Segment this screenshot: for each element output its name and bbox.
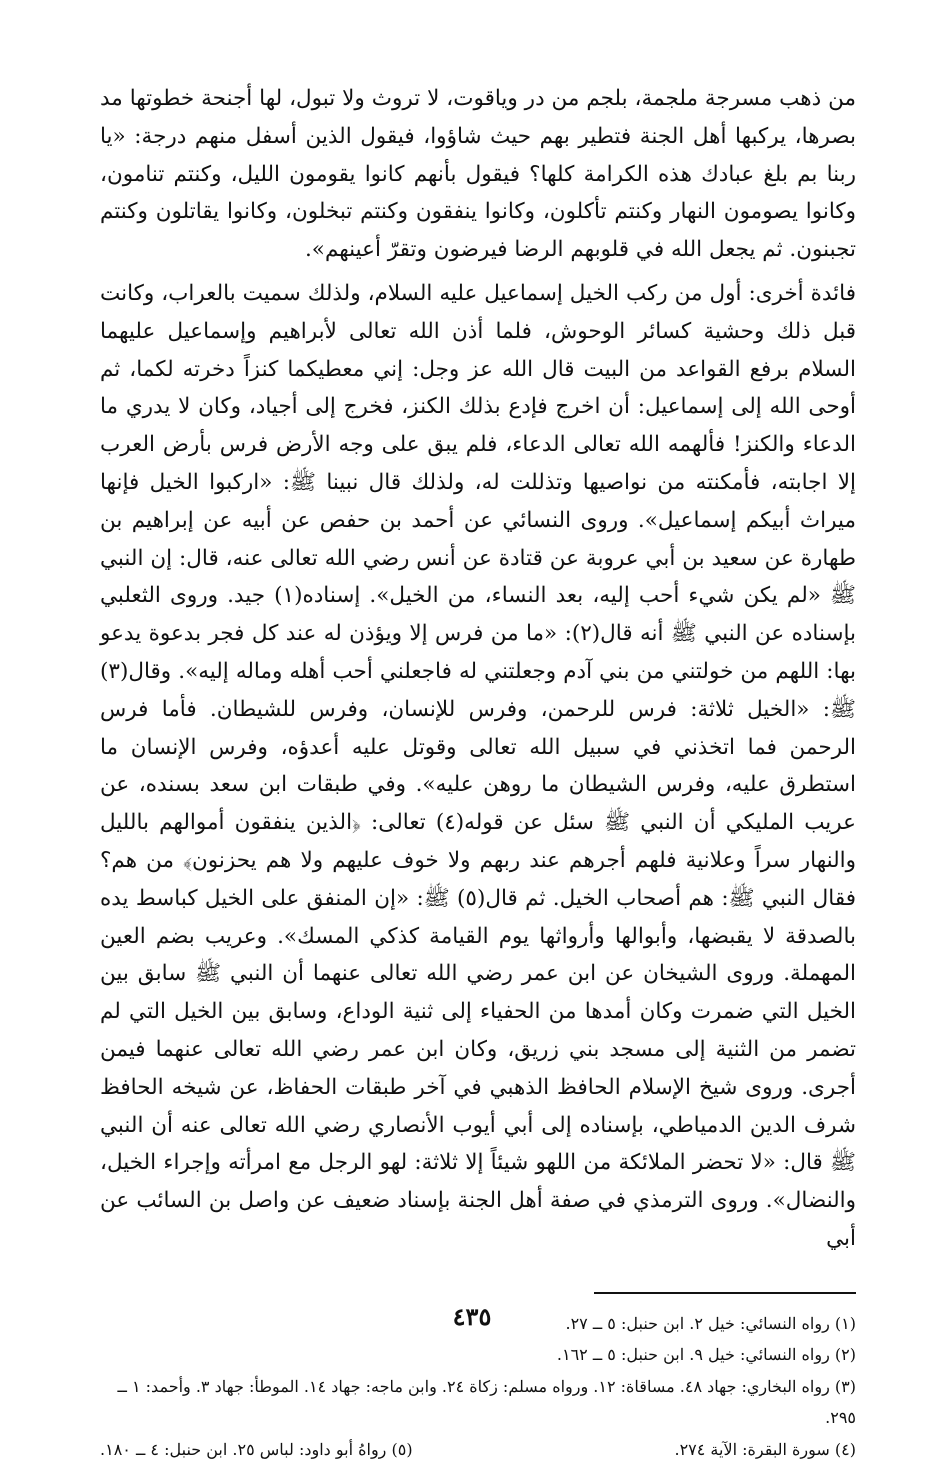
footnote-1: (١) رواه النسائي: خيل ٢. ابن حنبل: ٥ ــ ٢٧. <box>565 1313 856 1333</box>
main-text <box>100 80 856 1258</box>
footnote-divider <box>594 1292 856 1294</box>
footnote-row <box>100 1434 856 1465</box>
page-number: ٤٣٥ <box>452 1302 492 1331</box>
footnote-2: (٢) رواه النسائي: خيل ٩. ابن حنبل: ٥ ــ ١٦٢. <box>556 1345 856 1365</box>
footnote-5: (٥) رواهُ أبو داود: لباس ٢٥. ابن حنبل: ٤ ــ ١٨٠. <box>100 1439 413 1459</box>
footnotes <box>100 1308 856 1465</box>
footnote-4: (٤) سورة البقرة: الآية ٢٧٤. <box>674 1439 856 1459</box>
footnote-3: (٣) رواه البخاري: جهاد ٤٨. مساقاة: ١٢. ورواه مسلم: زكاة ٢٤. وابن ماجه: جهاد ١٤. الموطأ: جهاد ٣. وأحمد: ١ ــ ٢٩٥. <box>117 1376 856 1428</box>
paragraph-2: فائدة أخرى: أول من ركب الخيل إسماعيل عليه السلام، ولذلك سميت بالعراب، وكانت قبل ذلك وحشية كسائر الوحوش، فلما أذن الله تعالى لأبراهيم وإسماعيل عليهما السلام برفع القواعد من البيت قال الله عز وجل: إني معطيكما كنزاً دخرته لكما، ثم أوحى الله إلى إسماعيل: أن اخرج فإدع بذلك الكنز، فخرج إلى أجياد، وكان لا يدري ما الدعاء والكنز! فألهمه الله تعالى الدعاء، فلم يبق على وجه الأرض فرس بأرض العرب إلا اجابته، فأمكنته من نواصيها وتذللت له، ولذلك قال نبينا ﷺ: «اركبوا الخيل فإنها ميراث أبيكم إسماعيل». وروى النسائي عن أحمد بن حفص عن أبيه عن إبراهيم بن طهارة عن سعيد بن أبي عروبة عن قتادة عن أنس رضي الله تعالى عنه، قال: إن النبي ﷺ «لم يكن شيء أحب إليه، بعد النساء، من الخيل». إسناده(١) جيد. وروى الثعلبي بإسناده عن النبي ﷺ أنه قال(٢): «ما من فرس إلا ويؤذن له عند كل فجر بدعوة يدعو بها: اللهم من خولتني من بني آدم وجعلتني له فاجعلني أحب أهله وماله إليه». وقال(٣) ﷺ: «الخيل ثلاثة: فرس للرحمن، وفرس للإنسان، وفرس للشيطان. فأما فرس الرحمن فما اتخذني في سبيل الله تعالى وقوتل عليه أعدؤه، وفرس الإنسان ما استطرق عليه، وفرس الشيطان ما روهن عليه». وفي طبقات ابن سعد بسنده، عن عريب المليكي أن النبي ﷺ سئل عن قوله(٤) تعالى: ﴿الذين ينفقون أموالهم بالليل والنهار سراً وعلانية فلهم أجرهم عند ربهم ولا خوف عليهم ولا هم يحزنون﴾ من هم؟ فقال النبي ﷺ: هم أصحاب الخيل. ثم قال(٥) ﷺ: «إن المنفق على الخيل كباسط يده بالصدقة لا يقبضها، وأبوالها وأرواثها يوم القيامة كذكي المسك». وعريب بضم العين المهملة. وروى الشيخان عن ابن عمر رضي الله تعالى عنهما أن النبي ﷺ سابق بين الخيل التي ضمرت وكان أمدها من الحفياء إلى ثنية الوداع، وسابق بين الخيل التي لم تضمر من الثنية إلى مسجد بني زريق، وكان ابن عمر رضي الله تعالى عنهما فيمن أجرى. وروى شيخ الإسلام الحافظ الذهبي في آخر طبقات الحفاظ، عن شيخه الحافظ شرف الدين الدمياطي، بإسناده إلى أبي أيوب الأنصاري رضي الله تعالى عنه أن النبي ﷺ قال: «لا تحضر الملائكة من اللهو شيئاً إلا ثلاثة: لهو الرجل مع امرأته وإجراء الخيل، والنضال». وروى الترمذي في صفة أهل الجنة بإسناد ضعيف عن واصل بن السائب عن أبي <box>100 280 856 1251</box>
paragraph-1: من ذهب مسرجة ملجمة، بلجم من در وياقوت، لا تروث ولا تبول، لها أجنحة خطوتها مد بصرها، يركبها أهل الجنة فتطير بهم حيث شاؤوا، فيقول الذين أسفل منهم درجة: «يا ربنا بم بلغ عبادك هذه الكرامة كلها؟ فيقول بأنهم كانوا يقومون الليل، وكنتم تنامون، وكانوا يصومون النهار وكنتم تأكلون، وكانوا ينفقون وكنتم تبخلون، وكانوا يقاتلون وكنتم تجبنون. ثم يجعل الله في قلوبهم الرضا فيرضون وتقرّ أعينهم». <box>100 86 856 263</box>
